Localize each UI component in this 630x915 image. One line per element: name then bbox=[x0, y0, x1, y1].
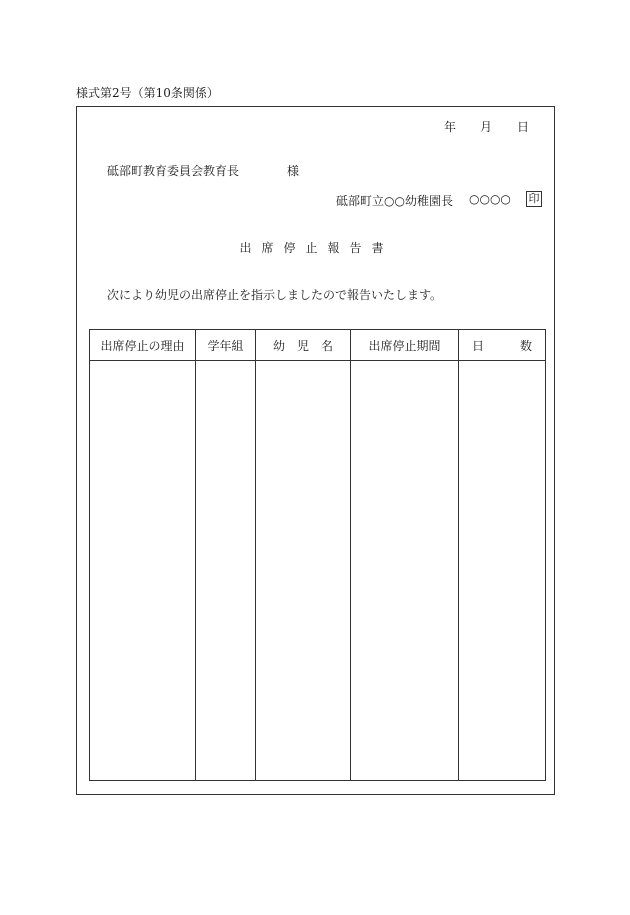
cell-reason[interactable] bbox=[90, 361, 196, 781]
cell-child-name[interactable] bbox=[256, 361, 351, 781]
body-text: 次により幼児の出席停止を指示しましたので報告いたします。 bbox=[107, 288, 443, 302]
form-number-label: 様式第2号（第10条関係） bbox=[76, 86, 219, 100]
header-days: 日 数 bbox=[459, 330, 546, 361]
addressee-name: 砥部町教育委員会教育長 bbox=[107, 164, 240, 178]
report-form-frame bbox=[76, 106, 555, 795]
date-month-label: 月 bbox=[480, 120, 493, 134]
date-year-label: 年 bbox=[444, 120, 457, 134]
table-row bbox=[90, 361, 546, 781]
sender-name: ○○○○ bbox=[469, 192, 511, 206]
cell-grade-class[interactable] bbox=[196, 361, 256, 781]
date-day-label: 日 bbox=[517, 120, 530, 134]
addressee-honorific: 様 bbox=[287, 164, 300, 178]
sender-title: 砥部町立○○幼稚園長 bbox=[336, 194, 453, 208]
header-grade-class: 学年組 bbox=[196, 330, 256, 361]
document-title: 出席停止報告書 bbox=[239, 241, 394, 255]
cell-period[interactable] bbox=[351, 361, 459, 781]
cell-days[interactable] bbox=[459, 361, 546, 781]
table-header-row bbox=[90, 330, 546, 361]
header-child-name: 幼 児 名 bbox=[256, 330, 351, 361]
header-reason: 出席停止の理由 bbox=[90, 330, 196, 361]
header-period: 出席停止期間 bbox=[351, 330, 459, 361]
report-table bbox=[89, 329, 546, 781]
seal-mark: 印 bbox=[526, 191, 542, 207]
